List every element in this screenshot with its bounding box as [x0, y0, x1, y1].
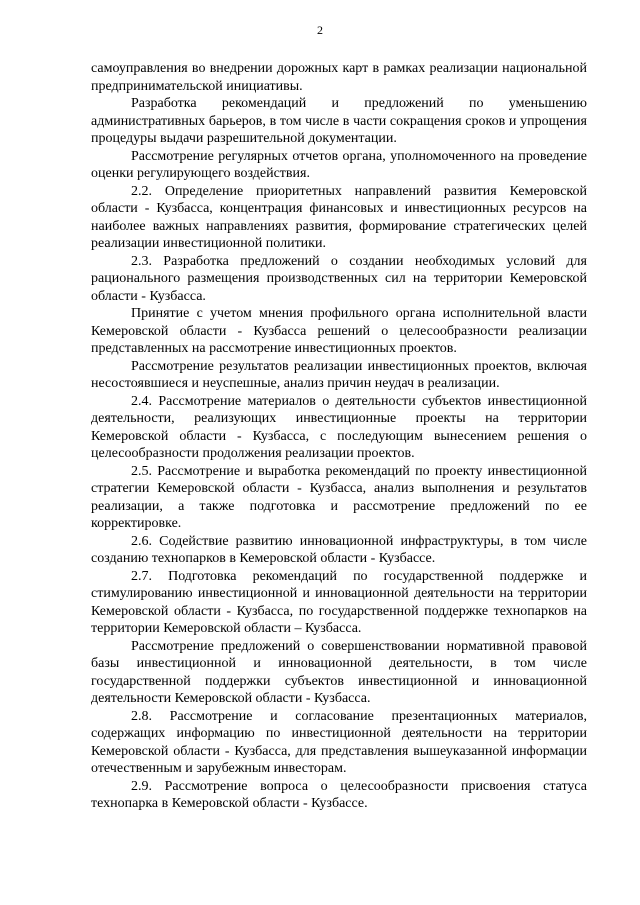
paragraph-2-6: 2.6. Содействие развитию инновационной инфраструктуры, в том числе созданию технопарков в Кемеровской области - Кузбассе. — [91, 533, 587, 566]
paragraph-2-7: 2.7. Подготовка рекомендаций по государственной поддержке и стимулированию инвестиционной и инновационной деятельности на территории Кемеровской области - Кузбасса, по государственной поддержке технопарков на территории Кемеровской области – Кузбасса. — [91, 568, 587, 636]
paragraph-2-8: 2.8. Рассмотрение и согласование презентационных материалов, содержащих информацию по инвестиционной деятельности на территории Кемеровской области - Кузбасса, для представления вышеуказанной информации отечественным и зарубежным инвесторам. — [91, 708, 587, 776]
paragraph-admin-barriers: Разработка рекомендаций и предложений по уменьшению административных барьеров, в том числе в части сокращения сроков и упрощения процедуры выдачи разрешительной документации. — [91, 96, 587, 146]
paragraph-project-results: Рассмотрение результатов реализации инвестиционных проектов, включая несостоявшиеся и неуспешные, анализ причин неудач в реализации. — [91, 358, 587, 391]
paragraph-2-4: 2.4. Рассмотрение материалов о деятельности субъектов инвестиционной деятельности, реализующих инвестиционные проекты на территории Кемеровской области - Кузбасса, с последующим вынесением решения о целесообразности продолжения реализации проектов. — [91, 393, 587, 461]
paragraph-regulatory-reports: Рассмотрение регулярных отчетов органа, уполномоченного на проведение оценки регулирующего воздействия. — [91, 148, 587, 181]
paragraph-2-2: 2.2. Определение приоритетных направлений развития Кемеровской области - Кузбасса, концентрация финансовых и инвестиционных ресурсов на наиболее важных направлениях развития, формирование стратегических целей реализации инвестиционной политики. — [91, 183, 587, 251]
paragraph-legal-base: Рассмотрение предложений о совершенствовании нормативной правовой базы инвестиционной и инновационной деятельности, в том числе государственной поддержки субъектов инвестиционной и инновационной деятельности Кемеровской области - Кузбасса. — [91, 638, 587, 706]
paragraph-continuation: самоуправления во внедрении дорожных карт в рамках реализации национальной предпринимательской инициативы. — [91, 61, 587, 94]
document-body — [91, 60, 587, 813]
paragraph-2-5: 2.5. Рассмотрение и выработка рекомендаций по проекту инвестиционной стратегии Кемеровской области - Кузбасса, анализ выполнения и результатов реализации, а также подготовка и рассмотрение предложений по ее корректировке. — [91, 463, 587, 531]
paragraph-decisions: Принятие с учетом мнения профильного органа исполнительной власти Кемеровской области - Кузбасса решений о целесообразности реализации представленных на рассмотрение инвестиционных проектов. — [91, 306, 587, 356]
paragraph-2-9: 2.9. Рассмотрение вопроса о целесообразности присвоения статуса технопарка в Кемеровской области - Кузбассе. — [91, 778, 587, 811]
paragraph-2-3: 2.3. Разработка предложений о создании необходимых условий для рационального размещения производственных сил на территории Кемеровской области - Кузбасса. — [91, 253, 587, 304]
page-number: 2 — [317, 23, 323, 37]
